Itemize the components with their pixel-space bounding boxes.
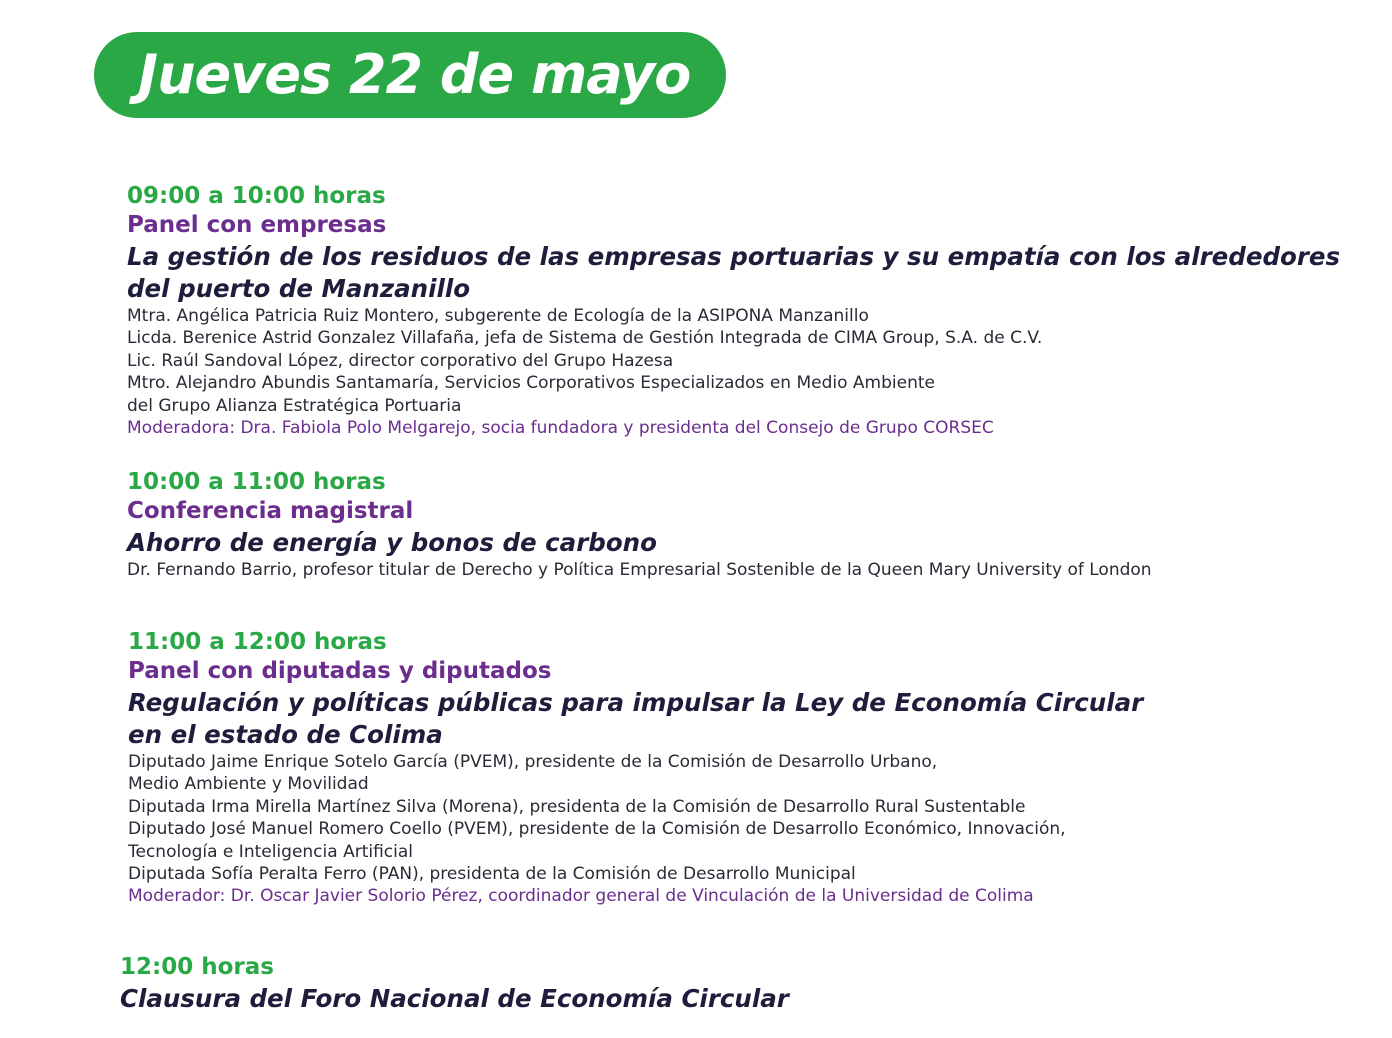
session-time: 10:00 a 11:00 horas <box>127 469 386 495</box>
moderator: Moderadora: Dra. Fabiola Polo Melgarejo, socia fundadora y presidenta del Consejo de Grupo CORSEC <box>127 418 994 439</box>
speaker: Medio Ambiente y Movilidad <box>128 774 369 795</box>
speaker: Mtra. Angélica Patricia Ruiz Montero, subgerente de Ecología de la ASIPONA Manzanillo <box>127 306 869 326</box>
day-banner <box>94 32 726 118</box>
session-topic-line: en el estado de Colima <box>128 720 443 749</box>
session-topic-line: del puerto de Manzanillo <box>127 274 471 303</box>
session-type: Conferencia magistral <box>127 498 414 524</box>
session-topic-line: Regulación y políticas públicas para impulsar la Ley de Economía Circular <box>128 688 1144 717</box>
speaker: del Grupo Alianza Estratégica Portuaria <box>127 395 462 416</box>
speaker: Diputada Irma Mirella Martínez Silva (Morena), presidenta de la Comisión de Desarrollo Rural Sustentable <box>128 796 1026 817</box>
session-topic <box>127 527 1377 559</box>
session-3 <box>128 627 1378 908</box>
session-time: 12:00 horas <box>120 954 274 980</box>
session-time: 11:00 a 12:00 horas <box>128 629 387 655</box>
session-topic-line: Clausura del Foro Nacional de Economía Circular <box>120 984 789 1013</box>
speaker: Mtro. Alejandro Abundis Santamaría, Servicios Corporativos Especializados en Medio Ambiente <box>127 373 935 394</box>
session-1 <box>127 181 1377 439</box>
session-topic <box>120 983 1370 1015</box>
speaker: Diputado Jaime Enrique Sotelo García (PVEM), presidente de la Comisión de Desarrollo Urbano, <box>128 752 938 772</box>
session-topic-line: Ahorro de energía y bonos de carbono <box>127 528 657 557</box>
speaker: Diputado José Manuel Romero Coello (PVEM), presidente de la Comisión de Desarrollo Económico, Innovación, <box>128 819 1066 840</box>
day-title: Jueves 22 de mayo <box>138 43 691 106</box>
speaker: Licda. Berenice Astrid Gonzalez Villafaña, jefa de Sistema de Gestión Integrada de CIMA Group, S.A. de C.V. <box>127 328 1043 349</box>
session-type: Panel con diputadas y diputados <box>128 658 552 684</box>
session-time: 09:00 a 10:00 horas <box>127 183 386 209</box>
moderator: Moderador: Dr. Oscar Javier Solorio Pérez, coordinador general de Vinculación de la Universidad de Colima <box>128 886 1034 907</box>
session-topic-line: La gestión de los residuos de las empresas portuarias y su empatía con los alrededores <box>127 242 1341 271</box>
session-2 <box>127 467 1377 581</box>
session-type: Panel con empresas <box>127 212 387 238</box>
speaker: Lic. Raúl Sandoval López, director corporativo del Grupo Hazesa <box>127 350 674 371</box>
speaker: Dr. Fernando Barrio, profesor titular de Derecho y Política Empresarial Sostenible de la Queen Mary University of London <box>127 560 1152 580</box>
session-topic <box>127 241 1377 305</box>
session-topic <box>128 687 1378 751</box>
speaker: Tecnología e Inteligencia Artificial <box>128 841 413 862</box>
speaker: Diputada Sofía Peralta Ferro (PAN), presidenta de la Comisión de Desarrollo Municipal <box>128 864 856 885</box>
session-4 <box>120 952 1370 1015</box>
